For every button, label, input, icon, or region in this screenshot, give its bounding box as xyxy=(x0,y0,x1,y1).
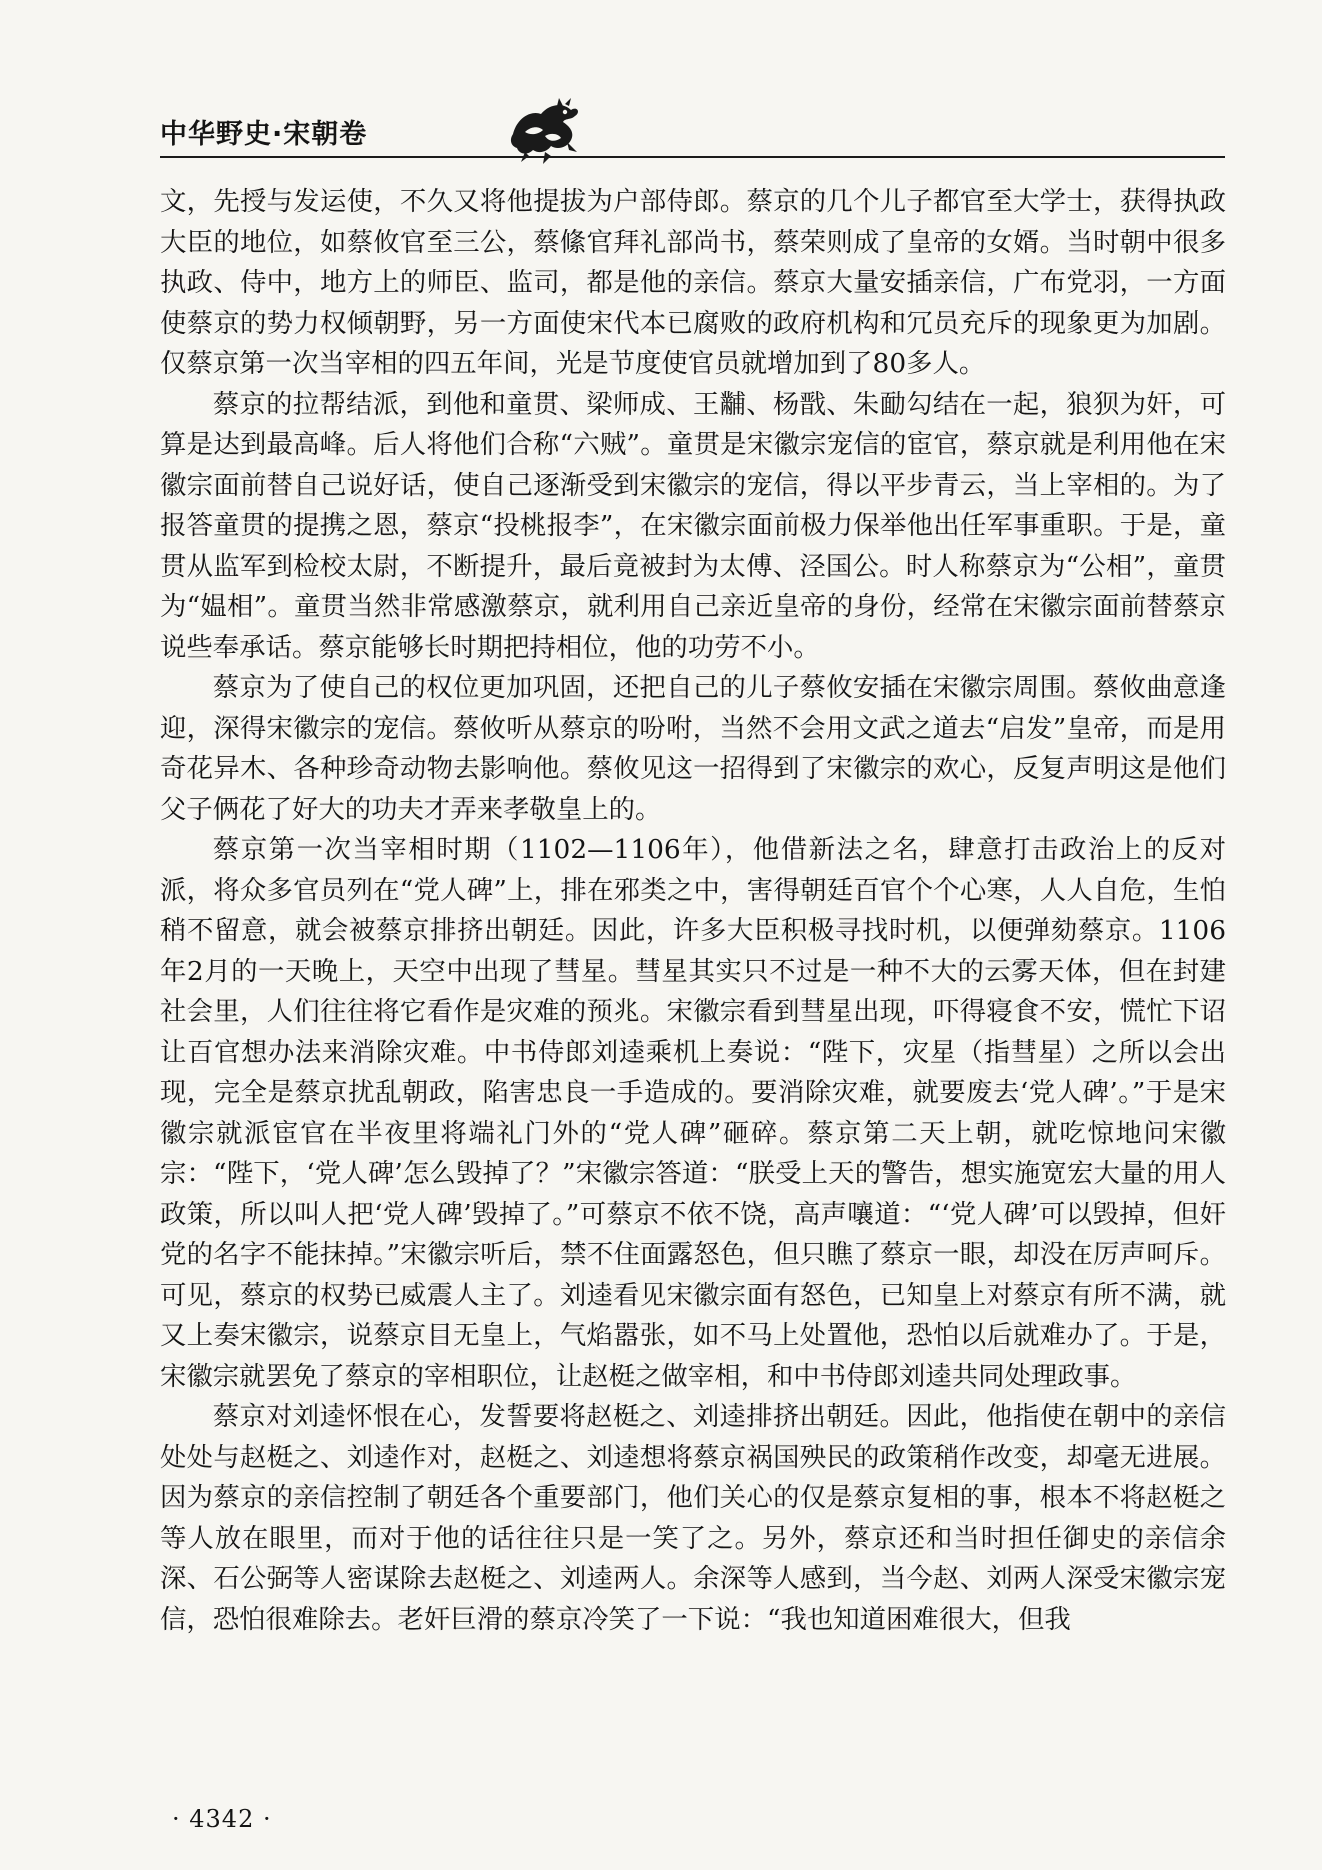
body-text xyxy=(160,182,1226,1640)
header-rule xyxy=(160,156,1225,158)
page-number: · 4342 · xyxy=(172,1805,272,1833)
paragraph: 蔡京对刘逵怀恨在心，发誓要将赵梃之、刘逵排挤出朝廷。因此，他指使在朝中的亲信处处与赵梃之、刘逵作对，赵梃之、刘逵想将蔡京祸国殃民的政策稍作改变，却毫无进展。因为蔡京的亲信控制了朝廷各个重要部门，他们关心的仅是蔡京复相的事，根本不将赵梃之等人放在眼里，而对于他的话往往只是一笑了之。另外，蔡京还和当时担任御史的亲信余深、石公弼等人密谋除去赵梃之、刘逵两人。余深等人感到，当今赵、刘两人深受宋徽宗宠信，恐怕很难除去。老奸巨滑的蔡京冷笑了一下说：“我也知道困难很大，但我 xyxy=(160,1401,1226,1635)
paragraph: 蔡京的拉帮结派，到他和童贯、梁师成、王黼、杨戬、朱勔勾结在一起，狼狈为奸，可算是达到最高峰。后人将他们合称“六贼”。童贯是宋徽宗宠信的宦官，蔡京就是利用他在宋徽宗面前替自己说好话，使自己逐渐受到宋徽宗的宠信，得以平步青云，当上宰相的。为了报答童贯的提携之恩，蔡京“投桃报李”，在宋徽宗面前极力保举他出任军事重职。于是，童贯从监军到检校太尉，不断提升，最后竟被封为太傅、泾国公。时人称蔡京为“公相”，童贯为“媪相”。童贯当然非常感激蔡京，就利用自己亲近皇帝的身份，经常在宋徽宗面前替蔡京说些奉承话。蔡京能够长时期把持相位，他的功劳不小。 xyxy=(160,388,1226,663)
running-header xyxy=(160,104,1225,164)
paragraph: 蔡京第一次当宰相时期（1102—1106年），他借新法之名，肆意打击政治上的反对派，将众多官员列在“党人碑”上，排在邪类之中，害得朝廷百官个个心寒，人人自危，生怕稍不留意，就会被蔡京排挤出朝廷。因此，许多大臣积极寻找时机，以便弹劾蔡京。1106年2月的一天晚上，天空中出现了彗星。彗星其实只不过是一种不大的云雾天体，但在封建社会里，人们往往将它看作是灾难的预兆。宋徽宗看到彗星出现，吓得寝食不安，慌忙下诏让百官想办法来消除灾难。中书侍郎刘逵乘机上奏说：“陛下，灾星（指彗星）之所以会出现，完全是蔡京扰乱朝政，陷害忠良一手造成的。要消除灾难，就要废去‘党人碑’。”于是宋徽宗就派宦官在半夜里将端礼门外的“党人碑”砸碎。蔡京第二天上朝，就吃惊地问宋徽宗：“陛下，‘党人碑’怎么毁掉了？”宋徽宗答道：“朕受上天的警告，想实施宽宏大量的用人政策，所以叫人把‘党人碑’毁掉了。”可蔡京不依不饶，高声嚷道：“‘党人碑’可以毁掉，但奸党的名字不能抹掉。”宋徽宗听后，禁不住面露怒色，但只瞧了蔡京一眼，却没在厉声呵斥。可见，蔡京的权势已威震人主了。刘逵看见宋徽宗面有怒色，已知皇上对蔡京有所不满，就又上奏宋徽宗，说蔡京目无皇上，气焰嚣张，如不马上处置他，恐怕以后就难办了。于是，宋徽宗就罢免了蔡京的宰相职位，让赵梃之做宰相，和中书侍郎刘逵共同处理政事。 xyxy=(160,834,1226,1392)
paragraph: 蔡京为了使自己的权位更加巩固，还把自己的儿子蔡攸安插在宋徽宗周围。蔡攸曲意逢迎，深得宋徽宗的宠信。蔡攸听从蔡京的吩咐，当然不会用文武之道去“启发”皇帝，而是用奇花异木、各种珍奇动物去影响他。蔡攸见这一招得到了宋徽宗的欢心，反复声明这是他们父子俩花了好大的功夫才弄来孝敬皇上的。 xyxy=(160,672,1226,825)
paragraph: 文，先授与发运使，不久又将他提拔为户部侍郎。蔡京的几个儿子都官至大学士，获得执政大臣的地位，如蔡攸官至三公，蔡絛官拜礼部尚书，蔡荣则成了皇帝的女婿。当时朝中很多执政、侍中，地方上的师臣、监司，都是他的亲信。蔡京大量安插亲信，广布党羽，一方面使蔡京的势力权倾朝野，另一方面使宋代本已腐败的政府机构和冗员充斥的现象更为加剧。仅蔡京第一次当宰相的四五年间，光是节度使官员就增加到了80多人。 xyxy=(160,186,1226,379)
book-title: 中华野史·宋朝卷 xyxy=(160,119,368,150)
